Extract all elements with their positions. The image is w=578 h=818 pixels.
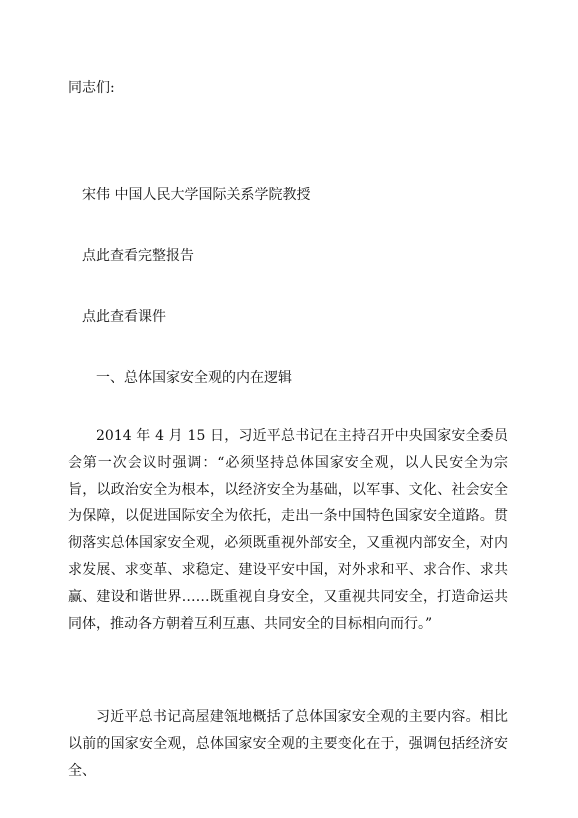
salutation: 同志们:: [68, 80, 115, 96]
author-line: 宋伟 中国人民大学国际关系学院教授: [82, 187, 311, 203]
paragraph-1: 2014 年 4 月 15 日，习近平总书记在主持召开中央国家安全委员会第一次会议时强调：“必须坚持总体国家安全观，以人民安全为宗旨，以政治安全为根本，以经济安全为基础，以军事、文化、社会安全为保障，以促进国际安全为依托，走出一条中国特色国家安全道路。贯彻落实总体国家安全观，必须既重视外部安全，又重视内部安全，对内求发展、求变革、求稳定、建设平安中国，对外求和平、求合作、求共赢、建设和谐世界……既重视自身安全，又重视共同安全，打造命运共同体，推动各方朝着互利互惠、共同安全的目标相向而行。”: [68, 428, 508, 632]
slides-link[interactable]: 点此查看课件: [82, 309, 166, 325]
full-report-link[interactable]: 点此查看完整报告: [82, 248, 194, 264]
paragraph-2: 习近平总书记高屋建瓴地概括了总体国家安全观的主要内容。相比以前的国家安全观，总体国家安全观的主要变化在于，强调包括经济安全、: [68, 709, 508, 779]
section-heading: 一、总体国家安全观的内在逻辑: [96, 370, 292, 386]
